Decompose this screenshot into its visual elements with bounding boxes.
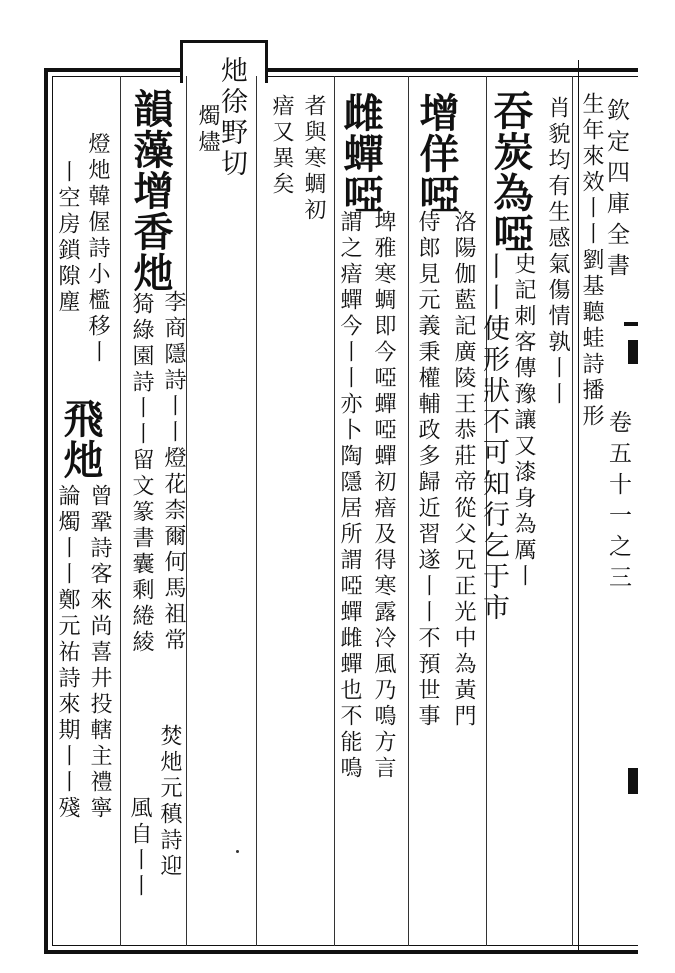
text-column: 瘖又異矣 <box>269 94 294 198</box>
text-column: 論燭丨丨鄭元祐詩來期丨丨殘 <box>55 484 80 822</box>
text-column: 焚灺元稹詩迎 <box>157 724 182 880</box>
column-rule <box>334 76 335 946</box>
column-rule <box>256 76 257 946</box>
text-column: 者與寒蜩初 <box>301 94 326 224</box>
fishtail-mark-2 <box>628 340 638 364</box>
text-column: 燈灺韓偓詩小檻移丨 <box>85 132 110 366</box>
column-rule <box>186 76 187 946</box>
text-column: 生年來效丨丨劉基聽蛙詩播形 <box>579 92 604 430</box>
ink-speck <box>236 850 239 853</box>
volume-label: 卷五十一之三 <box>605 410 631 596</box>
text-column: 丨空房鎖隙塵 <box>55 160 80 316</box>
gloss: 燭燼 <box>195 104 220 156</box>
headword: 韻藻增香灺 <box>127 88 174 293</box>
column-rule <box>572 76 573 946</box>
text-column: 洛陽伽藍記廣陵王恭莊帝從父兄正光中為黃門 <box>451 210 476 730</box>
text-column: 埤雅寒蜩即今啞蟬啞蟬初瘖及得寒露冷風乃鳴方言 <box>371 210 396 782</box>
text-column: 侍郎見元義秉權輔政多歸近習遂丨丨不預世事 <box>415 210 440 730</box>
headword: 吞炭為啞 <box>487 90 534 254</box>
column-rule <box>408 76 409 946</box>
headword: 飛灺 <box>57 398 104 480</box>
text-column: 曾鞏詩客來尚喜井投轄主禮寧 <box>87 484 112 822</box>
text-column: 丨丨使形狀不可知行乞于市 <box>478 252 509 624</box>
headword: 雌蟬啞 <box>337 92 384 215</box>
edition-title: 欽定四庫全書 <box>603 98 629 284</box>
headword-tab: 灺徐野切 <box>216 56 247 180</box>
text-column: 謂之瘖蟬今丨丨亦卜陶隱居所謂啞蟬雌蟬也不能鳴 <box>337 210 362 782</box>
fishtail-mark <box>624 322 638 326</box>
fishtail-mark-3 <box>628 768 638 794</box>
text-column: 猗綠園詩丨丨留文篆書囊剩綣綾 <box>129 292 154 656</box>
column-rule <box>120 76 121 946</box>
headword: 增佯啞 <box>413 92 460 215</box>
text-column: 史記刺客傳豫讓又漆身為厲丨 <box>511 252 536 590</box>
text-column: 李商隱詩丨丨燈花柰爾何馬祖常 <box>161 290 186 654</box>
text-column: 風自丨丨 <box>127 796 152 900</box>
text-column: 肖貌均有生感氣傷情孰丨丨 <box>545 96 570 408</box>
